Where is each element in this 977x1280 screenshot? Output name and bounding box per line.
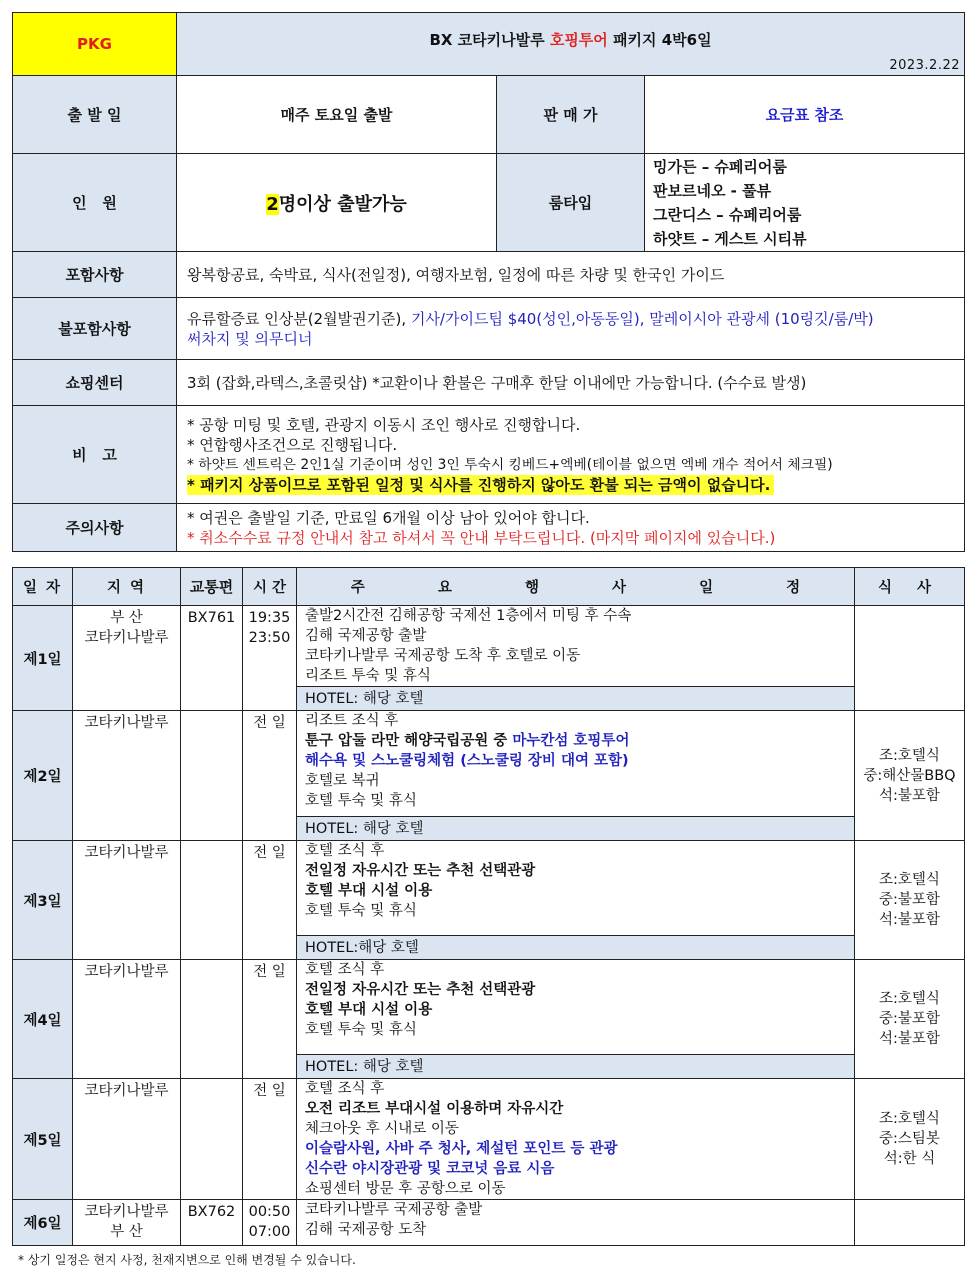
activity-line: 호텔 부대 시설 이용 [305, 1002, 433, 1018]
day-region [73, 1200, 181, 1246]
day-region [73, 841, 181, 960]
activity-line: 쇼핑센터 방문 후 공항으로 이동 [305, 1181, 506, 1197]
day-row [13, 606, 965, 687]
day-label: 제1일 [13, 606, 73, 711]
room-item: 그란디스 – 슈페리어룸 [653, 205, 802, 224]
room-item: 밍가든 – 슈페리어룸 [653, 157, 787, 176]
note-label: 비 고 [13, 406, 177, 504]
day-transport: BX762 [181, 1200, 243, 1246]
day-transport: BX761 [181, 606, 243, 711]
shop-value: 3회 (잡화,라텍스,초콜릿샵) *교환이나 환불은 구매후 한달 이내에만 가능합니다. (수수료 발생) [177, 360, 965, 406]
day-row [13, 960, 965, 1055]
people-value: 2명이상 출발가능 [177, 154, 497, 252]
meal-line: 석:불포함 [879, 787, 940, 804]
col-header-region: 지 역 [73, 568, 181, 606]
include-value: 왕복항공료, 숙박료, 식사(전일정), 여행자보험, 일정에 따른 차량 및 한국인 가이드 [177, 252, 965, 298]
time-line: 19:35 [248, 610, 291, 626]
meal-line: 석:불포함 [879, 912, 940, 928]
activity-line: 호텔 부대 시설 이용 [305, 883, 433, 899]
day-transport [181, 1079, 243, 1200]
include-label: 포함사항 [13, 252, 177, 298]
day-meals [855, 711, 965, 841]
region-line: 코타키나발루 [84, 1083, 169, 1099]
activity-line: 코타키나발루 국제공항 도착 후 호텔로 이동 [305, 648, 581, 664]
region-line: 부 산 [110, 610, 143, 626]
caution-label: 주의사항 [13, 504, 177, 552]
time-line: 00:50 [248, 1204, 291, 1220]
footnote: * 상기 일정은 현지 사정, 천재지변으로 인해 변경될 수 있습니다. [18, 1253, 356, 1267]
day-meals [855, 606, 965, 711]
col-header-day: 일 자 [13, 568, 73, 606]
issue-date: 2023.2.22 [889, 58, 961, 73]
activity-line: 호텔 투숙 및 휴식 [305, 1022, 417, 1038]
activity-line: 호텔 조식 후 [305, 962, 385, 978]
price-value: 요금표 참조 [645, 76, 965, 154]
itinerary-body [13, 606, 965, 1246]
meal-line: 석:불포함 [879, 1031, 940, 1047]
day-time [243, 1079, 297, 1200]
note-item: * 연합행사조건으로 진행됩니다. [187, 435, 398, 454]
day-label: 제3일 [13, 841, 73, 960]
day-time [243, 960, 297, 1079]
region-line: 코타키나발루 [84, 964, 169, 980]
time-line: 전 일 [253, 1083, 286, 1099]
meal-line: 석:한 식 [883, 1151, 936, 1167]
activity-line: 호텔 투숙 및 휴식 [305, 903, 417, 919]
meal-line: 중:불포함 [879, 892, 940, 908]
activity-highlight: 마누칸섬 호핑투어 [512, 733, 630, 749]
activity-line: 전일정 자유시간 또는 추천 선택관광 [305, 863, 536, 879]
time-line: 23:50 [248, 630, 291, 646]
activity-line: 체크아웃 후 시내로 이동 [305, 1121, 459, 1137]
pkg-badge: PKG [13, 13, 177, 76]
day-time [243, 841, 297, 960]
day-row [13, 1200, 965, 1246]
people-label: 인 원 [13, 154, 177, 252]
time-line: 전 일 [253, 715, 286, 731]
region-line: 코타키나발루 [84, 715, 169, 731]
col-header-transport: 교통편 [181, 568, 243, 606]
activity-line: 김해 국제공항 도착 [305, 1222, 427, 1238]
activity-line: 출발2시간전 김해공항 국제선 1층에서 미팅 후 수속 [305, 608, 632, 624]
activity-line: 김해 국제공항 출발 [305, 628, 427, 644]
meal-line: 중:해산물BBQ [863, 767, 956, 784]
time-line: 전 일 [253, 964, 286, 980]
note-list [177, 406, 965, 504]
activity-line: 신수란 야시장관광 및 코코넛 음료 시음 [305, 1161, 555, 1177]
meal-line: 조:호텔식 [879, 747, 940, 764]
day-transport [181, 711, 243, 841]
region-line: 코타키나발루 [84, 845, 169, 861]
activity-line: 전일정 자유시간 또는 추천 선택관광 [305, 982, 536, 998]
meal-line: 조:호텔식 [879, 991, 940, 1007]
day-time [243, 606, 297, 711]
day-time [243, 1200, 297, 1246]
activity-line: 코타키나발루 국제공항 출발 [305, 1202, 483, 1218]
activity-line: 리조트 투숙 및 휴식 [305, 668, 431, 684]
day-meals [855, 841, 965, 960]
activity-line: 오전 리조트 부대시설 이용하며 자유시간 [305, 1101, 564, 1117]
region-line: 코타키나발루 [84, 1204, 169, 1220]
col-header-schedule: 주 요 행 사 일 정 [297, 568, 855, 606]
time-line: 전 일 [253, 845, 286, 861]
meal-line: 중:스팀봇 [879, 1131, 940, 1147]
room-item: 판보르네오 - 풀뷰 [653, 181, 772, 200]
day-activities [297, 1079, 855, 1200]
region-line: 코타키나발루 [84, 630, 169, 646]
col-header-time: 시 간 [243, 568, 297, 606]
depart-label: 출 발 일 [13, 76, 177, 154]
caution-value: * 여권은 출발일 기준, 만료일 6개월 이상 남아 있어야 합니다. * 취소수수료 규정 안내서 참고 하셔서 꼭 안내 부탁드립니다. (마지막 페이지에 있습니다.) [177, 504, 965, 552]
day-activities [297, 841, 855, 936]
itinerary-table [12, 567, 965, 1246]
day-row [13, 711, 965, 817]
region-line: 부 산 [110, 1224, 143, 1240]
day-transport [181, 960, 243, 1079]
activity-text: 툰구 압둘 라만 해양국립공원 중 [305, 733, 513, 749]
room-label: 룸타입 [497, 154, 645, 252]
day-activities [297, 1200, 855, 1246]
exclude-value: 유류할증료 인상분(2월발권기준), 기사/가이드팁 $40(성인,아동동일), 말레이시아 관광세 (10링깃/룸/박) 써차지 및 의무디너 [177, 298, 965, 360]
shop-label: 쇼핑센터 [13, 360, 177, 406]
meal-line: 조:호텔식 [879, 872, 940, 888]
price-label: 판 매 가 [497, 76, 645, 154]
day-region [73, 711, 181, 841]
day-label: 제6일 [13, 1200, 73, 1246]
hotel-info: HOTEL:해당 호텔 [297, 936, 855, 960]
day-meals [855, 960, 965, 1079]
activity-line: 호텔 조식 후 [305, 1081, 385, 1097]
activity-line: 리조트 조식 후 [305, 713, 399, 729]
activity-line: 호텔 조식 후 [305, 843, 385, 859]
day-row [13, 1079, 965, 1200]
day-region [73, 1079, 181, 1200]
day-meals [855, 1079, 965, 1200]
day-row [13, 841, 965, 936]
package-info-table [12, 12, 965, 552]
time-line: 07:00 [248, 1224, 291, 1240]
meal-line: 조:호텔식 [879, 1111, 940, 1127]
note-item: * 공항 미팅 및 호텔, 관광지 이동시 조인 행사로 진행합니다. [187, 415, 581, 434]
page-title: BX 코타키나발루 호핑투어 패키지 4박6일 2023.2.22 [177, 13, 965, 76]
hotel-info: HOTEL: 해당 호텔 [297, 817, 855, 841]
activity-line [305, 731, 846, 751]
activity-line: 호텔로 복귀 [305, 773, 380, 789]
day-region [73, 606, 181, 711]
day-transport [181, 841, 243, 960]
activity-line: 이슬람사원, 사바 주 청사, 제설턴 포인트 등 관광 [305, 1141, 618, 1157]
hotel-info: HOTEL: 해당 호텔 [297, 1055, 855, 1079]
meal-line: 중:불포함 [879, 1011, 940, 1027]
exclude-label: 불포함사항 [13, 298, 177, 360]
activity-line: 호텔 투숙 및 휴식 [305, 793, 417, 809]
activity-line: 해수욕 및 스노쿨링체험 (스노쿨링 장비 대여 포함) [305, 753, 629, 769]
depart-value: 매주 토요일 출발 [177, 76, 497, 154]
day-activities [297, 606, 855, 687]
hotel-info: HOTEL: 해당 호텔 [297, 687, 855, 711]
day-label: 제4일 [13, 960, 73, 1079]
day-region [73, 960, 181, 1079]
note-item-highlight: * 패키지 상품이므로 포함된 일정 및 식사를 진행하지 않아도 환불 되는 금액이 없습니다. [187, 475, 774, 495]
day-meals [855, 1200, 965, 1246]
room-item: 하얏트 – 게스트 시티뷰 [653, 229, 807, 248]
day-time [243, 711, 297, 841]
day-activities [297, 960, 855, 1055]
note-item: * 하얏트 센트릭은 2인1실 기준이며 성인 3인 투숙시 킹베드+엑베(테이블 없으면 엑베 개수 적어서 체크필) [187, 456, 833, 473]
title-highlight: 호핑투어 [549, 30, 608, 49]
day-activities [297, 711, 855, 817]
day-label: 제5일 [13, 1079, 73, 1200]
col-header-meal: 식 사 [855, 568, 965, 606]
room-list [645, 154, 965, 252]
day-label: 제2일 [13, 711, 73, 841]
